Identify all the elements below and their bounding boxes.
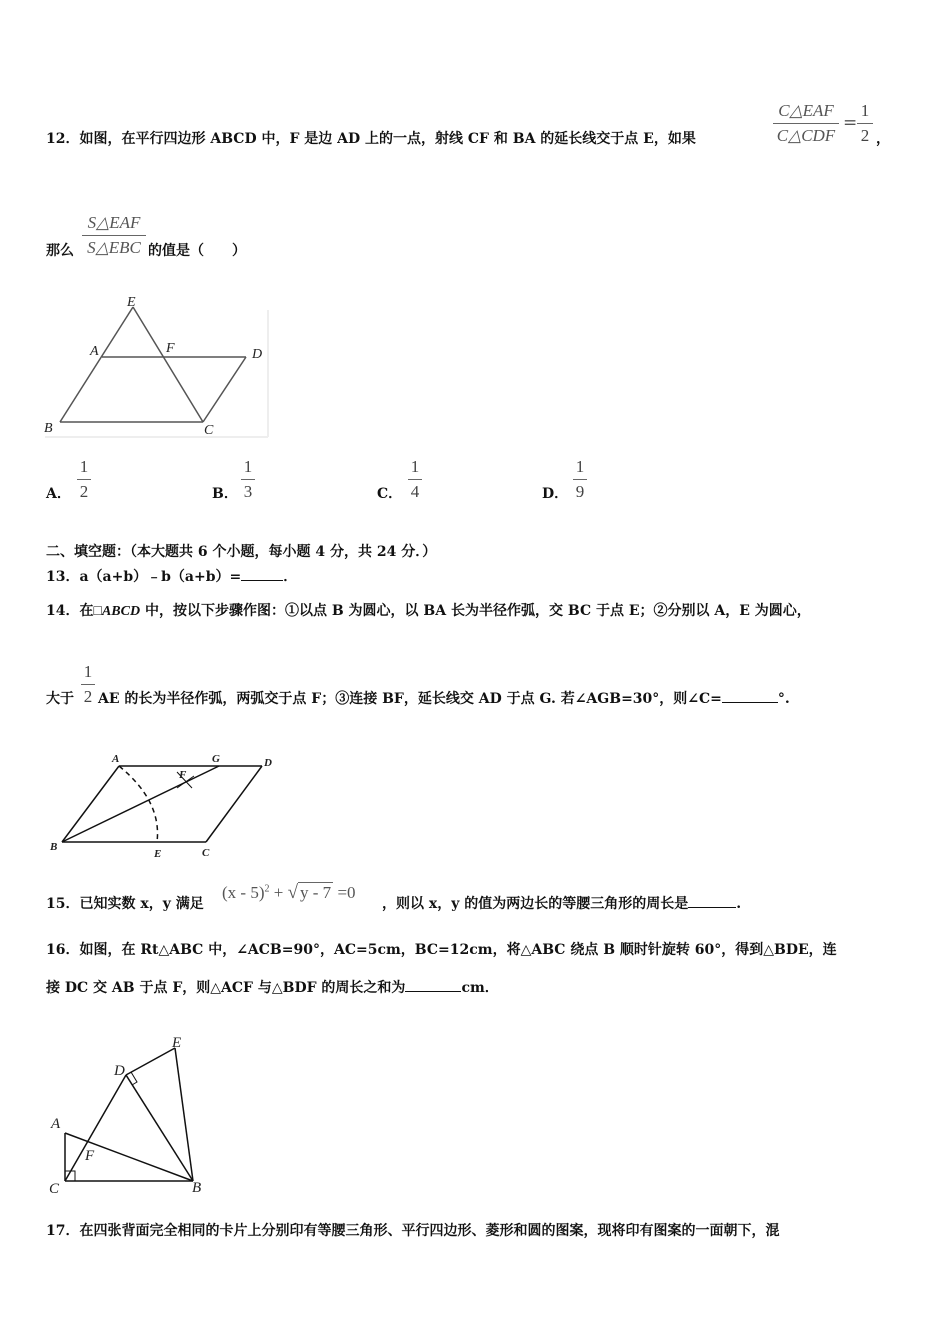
- line-de: [126, 1048, 175, 1075]
- option-a-den: 2: [79, 482, 89, 501]
- q12-suffix: 的值是（ ）: [148, 243, 246, 259]
- line-dc: [203, 357, 246, 422]
- label-d: D: [252, 347, 263, 362]
- label-b: B: [192, 1180, 202, 1196]
- q12-prefix: 那么: [46, 243, 74, 259]
- line-dc: [206, 766, 262, 842]
- q12-ratio-value: [857, 101, 873, 146]
- label-f: F: [85, 1148, 95, 1164]
- line-bg: [62, 766, 219, 842]
- line-db: [126, 1075, 193, 1181]
- option-d-den: 9: [575, 482, 585, 501]
- option-c-value: [408, 457, 422, 502]
- label-b: B: [50, 841, 58, 853]
- q15-formula: [222, 882, 356, 904]
- q16-line2-end: cm．: [461, 980, 499, 996]
- option-c-den: 4: [410, 482, 420, 501]
- option-a-num: 1: [79, 457, 89, 476]
- q12-value-numerator: 1: [860, 101, 870, 120]
- sqrt-icon: √: [287, 882, 299, 903]
- option-d-value: [573, 457, 587, 502]
- option-a-label: A．: [46, 486, 71, 502]
- q12-area-numerator: S△EAF: [87, 213, 141, 232]
- q16-line2-prefix: 接 DC 交 AB 于点 F，则△ACF 与△BDF 的周长之和为: [46, 980, 406, 996]
- q14-line2: [98, 688, 790, 708]
- q16-line1: 16．如图，在 Rt△ABC 中，∠ACB=90°，AC=5cm，BC=12cm，将△ABC 绕点 B 顺时针旋转 60°，得到△BDE，连: [46, 942, 837, 958]
- line-ec: [133, 307, 203, 422]
- label-a: A: [112, 753, 120, 765]
- q13-expression: 13．a（a+b）﹣b（a+b）=: [46, 569, 242, 585]
- q14-figure: [44, 746, 280, 862]
- q16-answer-blank[interactable]: [405, 979, 461, 992]
- line-eb: [175, 1048, 193, 1181]
- q14-line1-prefix: 14．在: [46, 603, 94, 619]
- line-cd: [65, 1075, 126, 1181]
- option-b-num: 1: [243, 457, 253, 476]
- label-e: E: [172, 1035, 182, 1051]
- q15-end: .: [736, 896, 742, 912]
- q12-ratio-numerator: C△EAF: [778, 101, 834, 120]
- option-d-label: D．: [542, 486, 569, 502]
- q14-parallelogram-symbol: □ABCD: [93, 604, 141, 619]
- q14-line2-prefix: 大于: [46, 691, 74, 707]
- q15-formula-plus: +: [269, 883, 288, 902]
- q12-value-denominator: 2: [860, 126, 870, 145]
- q12-comma: ，: [876, 131, 890, 147]
- q15-formula-equals: =0: [333, 883, 356, 902]
- option-c-num: 1: [410, 457, 420, 476]
- option-d-num: 1: [575, 457, 585, 476]
- line-ab: [62, 766, 119, 842]
- label-c: C: [204, 423, 214, 438]
- q17-line1: 17．在四张背面完全相同的卡片上分别印有等腰三角形、平行四边形、菱形和圆的图案，现将印有图案的一面朝下，混: [46, 1223, 780, 1239]
- q12-ratio-denominator: C△CDF: [776, 126, 836, 145]
- q15-formula-exponent: 2: [264, 883, 270, 895]
- label-b: B: [44, 421, 53, 436]
- q12-figure: [40, 292, 272, 442]
- q12-area-denominator: S△EBC: [87, 238, 141, 257]
- label-d: D: [264, 757, 272, 769]
- q15-rest: ，则以 x，y 的值为两边长的等腰三角形的周长是: [382, 896, 689, 912]
- q15-formula-square-term: (x - 5): [222, 883, 265, 902]
- q14-half-den: 2: [83, 687, 93, 706]
- option-b-den: 3: [243, 482, 253, 501]
- q16-line2: [46, 977, 499, 997]
- label-e: E: [154, 848, 162, 860]
- q15-formula-radicand: y - 7: [300, 883, 332, 902]
- q14-half-num: 1: [83, 662, 93, 681]
- q15-prefix: 15．已知实数 x，y 满足: [46, 896, 204, 912]
- arc-ae: [119, 766, 158, 842]
- label-c: C: [202, 847, 210, 859]
- label-a: A: [90, 344, 99, 359]
- label-f: F: [166, 341, 175, 356]
- q15-answer-blank[interactable]: [688, 895, 736, 908]
- q13-answer-blank[interactable]: [241, 568, 283, 581]
- q14-line1: [46, 600, 811, 620]
- label-g: G: [212, 753, 220, 765]
- q14-half-fraction: [81, 662, 95, 707]
- q12-equals: =: [843, 113, 858, 133]
- q16-figure: [44, 1030, 224, 1200]
- section-title: 二、填空题：（本大题共 6 个小题，每小题 4 分，共 24 分．）: [46, 544, 437, 560]
- q12-text: 12．如图，在平行四边形 ABCD 中，F 是边 AD 上的一点，射线 CF 和 BA 的延长线交于点 E，如果: [46, 131, 696, 147]
- q12-perimeter-ratio: [773, 101, 839, 146]
- label-c: C: [49, 1181, 60, 1197]
- line-eb: [60, 307, 133, 422]
- option-a-value: [77, 457, 91, 502]
- q14-line2-rest: AE 的长为半径作弧，两弧交于点 F；③连接 BF，延长线交 AD 于点 G. 若∠AGB=30°，则∠C=: [98, 691, 722, 707]
- label-e: E: [127, 295, 136, 310]
- q12-area-ratio: [82, 213, 146, 258]
- q13-end: ．: [283, 569, 298, 585]
- q14-line1-rest: 中，按以下步骤作图：①以点 B 为圆心，以 BA 长为半径作弧，交 BC 于点 E；②分别以 A，E 为圆心，: [140, 603, 811, 619]
- q14-answer-blank[interactable]: [722, 690, 778, 703]
- label-f: F: [179, 769, 187, 781]
- label-d: D: [114, 1063, 125, 1079]
- option-c-label: C．: [377, 486, 403, 502]
- q15-text: [382, 893, 741, 913]
- q13-text: [46, 566, 297, 586]
- option-b-value: [241, 457, 255, 502]
- q14-end: °.: [777, 691, 790, 707]
- label-a: A: [51, 1116, 61, 1132]
- option-b-label: B．: [212, 486, 238, 502]
